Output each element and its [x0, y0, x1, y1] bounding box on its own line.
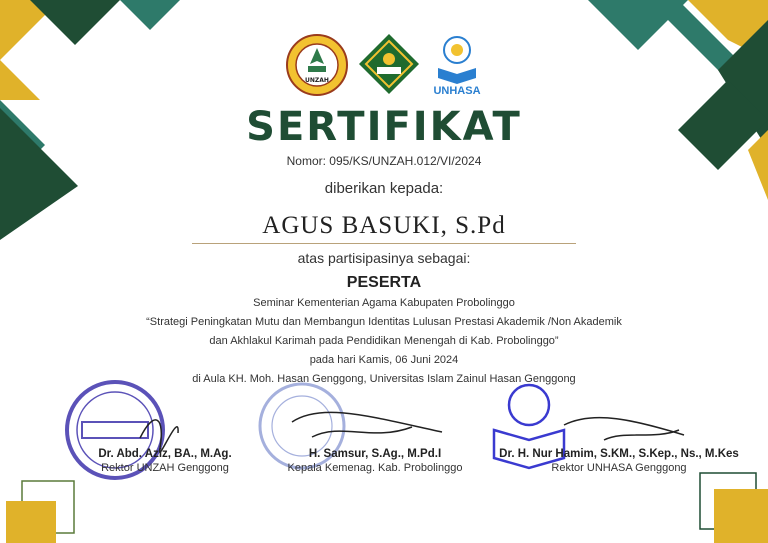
event-line-1: Seminar Kementerian Agama Kabupaten Probolinggo [253, 297, 515, 309]
event-place: di Aula KH. Moh. Hasan Genggong, Universitas Islam Zainul Hasan Genggong [192, 373, 576, 385]
participant-role: PESERTA [346, 274, 422, 291]
event-line-3: dan Akhlakul Karimah pada Pendidikan Menengah di Kab. Probolinggo” [209, 335, 559, 347]
kemenag-logo [358, 33, 420, 95]
signer-kemenag [275, 448, 475, 474]
signer-unzah-position: Rektor UNZAH Genggong [101, 462, 229, 474]
event-date: pada hari Kamis, 06 Juni 2024 [309, 354, 459, 366]
participation-label: atas partisipasinya sebagai: [297, 250, 471, 266]
signer-unhasa [488, 448, 750, 474]
unhasa-logo-text: UNHASA [433, 85, 481, 96]
signer-unhasa-name: Dr. H. Nur Hamim, S.KM., S.Kep., Ns., M.Kes [499, 448, 739, 460]
name-underline [192, 243, 576, 244]
certificate-number: Nomor: 095/KS/UNZAH.012/VI/2024 [286, 154, 482, 168]
signer-unzah-name: Dr. Abd. Aziz, BA., M.Ag. [98, 448, 232, 460]
signer-kemenag-name: H. Samsur, S.Ag., M.Pd.I [308, 448, 442, 460]
certificate-title: SERTIFIKAT [246, 104, 522, 150]
given-to-label: diberikan kepada: [324, 180, 444, 197]
signer-kemenag-position: Kepala Kemenag. Kab. Probolinggo [287, 462, 463, 474]
signer-unzah [80, 448, 250, 474]
signer-unhasa-position: Rektor UNHASA Genggong [551, 462, 687, 474]
recipient-name: AGUS BASUKI, S.Pd [262, 212, 506, 239]
unzah-logo [286, 34, 348, 96]
unzah-logo-text: UNZAH [305, 77, 329, 84]
unhasa-logo [426, 34, 488, 96]
event-line-2: “Strategi Peningkatan Mutu dan Membangun Identitas Lulusan Prestasi Akademik /Non Akademik [146, 316, 622, 328]
bottom-right-decoration [688, 463, 768, 543]
